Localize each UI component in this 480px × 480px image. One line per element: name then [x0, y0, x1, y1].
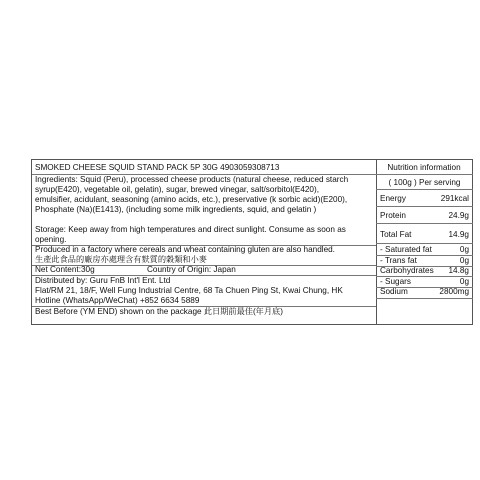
nutrient-name: - Trans fat	[380, 256, 417, 265]
distributor-line-3: Hotline (WhatsApp/WeChat) +852 6634 5889	[35, 296, 200, 305]
nutrient-name: Sodium	[380, 287, 408, 296]
country-of-origin: Country of Origin: Japan	[147, 265, 236, 274]
storage-line-2: opening.	[35, 235, 67, 244]
nutrient-value: 0g	[459, 245, 469, 254]
nutrient-name: Energy	[380, 194, 406, 203]
nutrient-value: 291kcal	[440, 194, 469, 203]
best-before: Best Before (YM END) shown on the package 此日期前最佳(年月底)	[35, 307, 283, 316]
ingredients-line-3: emulsifier, acidulant, seasoning (amino acids, etc.), preservative (k sorbic acid)(E200),	[35, 195, 348, 204]
distributor-line-1: Distributed by: Guru FnB Int'l Ent. Ltd	[35, 276, 171, 285]
serving-size: ( 100g ) Per serving	[388, 178, 461, 187]
nutrition-label-box	[31, 159, 473, 325]
nutrition-header-divider	[376, 174, 473, 175]
row-divider	[376, 223, 473, 224]
row-divider	[376, 243, 473, 244]
distributor-line-2: Flat/RM 21, 18/F, Well Fung Industrial Centre, 68 Ta Chuen Ping St, Kwai Chung, HK	[35, 286, 343, 295]
nutrient-name: - Sugars	[380, 277, 411, 286]
nutrient-name: Total Fat	[380, 230, 412, 239]
row-divider	[376, 206, 473, 207]
nutrition-header: Nutrition information	[387, 163, 461, 172]
ingredients-line-4: Phosphate (Na)(E1413), (including some milk ingredients, squid, and gelatin )	[35, 205, 317, 214]
ingredients-line-1: Ingredients: Squid (Peru), processed cheese products (natural cheese, reduced starch	[35, 175, 349, 184]
serving-divider	[376, 189, 473, 190]
product-title: SMOKED CHEESE SQUID STAND PACK 5P 30G 4903059308713	[35, 163, 280, 172]
net-content: Net Content:30g	[35, 265, 95, 274]
factory-note: Produced in a factory where cereals and wheat containing gluten are also handled.	[35, 245, 335, 254]
row-divider	[376, 298, 473, 299]
nutrient-value: 2800mg	[439, 287, 469, 296]
nutrient-value: 14.9g	[448, 230, 469, 239]
nutrient-name: Carbohydrates	[380, 266, 434, 275]
storage-line-1: Storage: Keep away from high temperatures and direct sunlight. Consume as soon as	[35, 225, 346, 234]
nutrient-value: 24.9g	[448, 211, 469, 220]
nutrient-name: Protein	[380, 211, 406, 220]
nutrient-value: 0g	[459, 277, 469, 286]
nutrient-value: 0g	[459, 256, 469, 265]
nutrient-name: - Saturated fat	[380, 245, 432, 254]
ingredients-line-2: syrup(E420), vegetable oil, gelatin), sugar, brewed vinegar, salt/sorbitol(E420),	[35, 185, 319, 194]
nutrient-value: 14.8g	[448, 266, 469, 275]
factory-note-chinese: 生產此食品的廠房亦處理含有麩質的穀類和小麥	[35, 255, 207, 264]
